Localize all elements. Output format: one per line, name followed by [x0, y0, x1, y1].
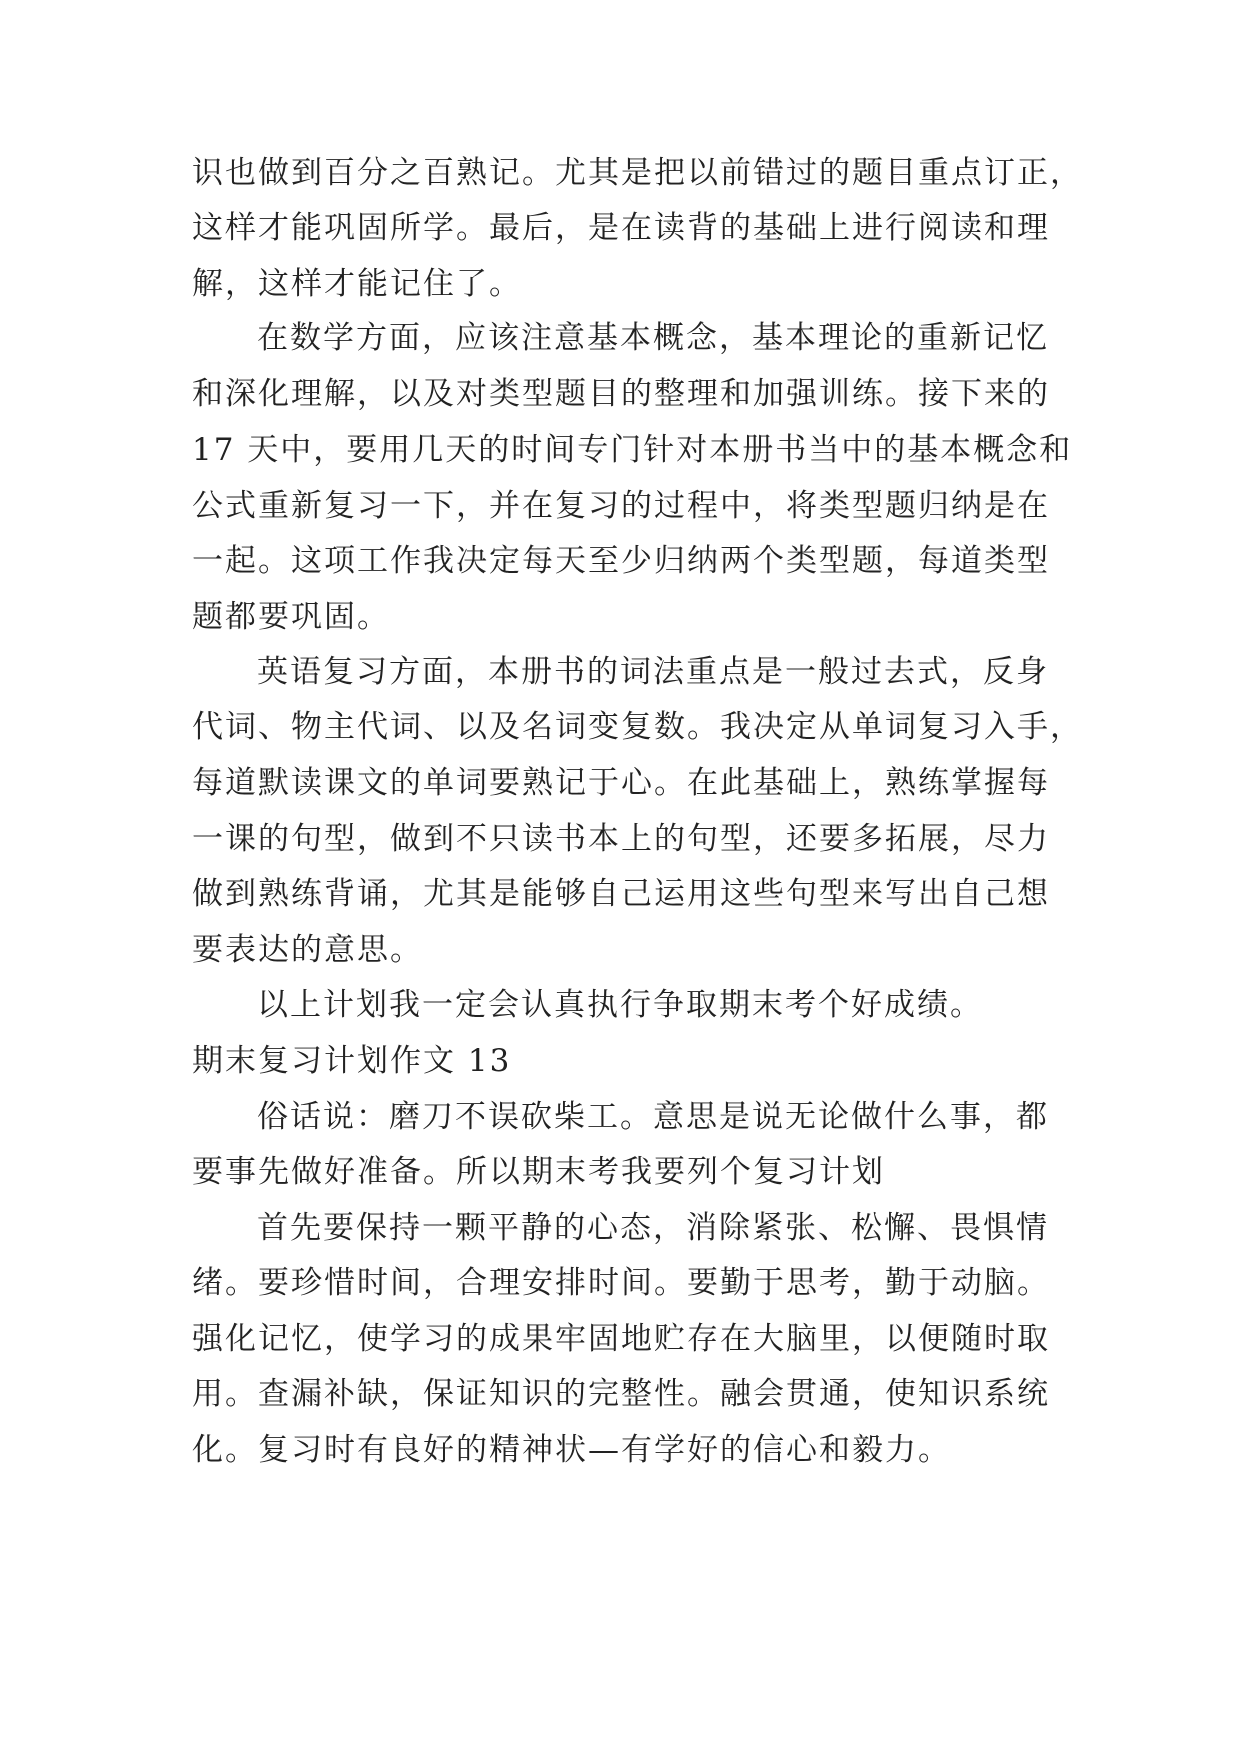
- text-line: 公式重新复习一下，并在复习的过程中，将类型题归纳是在: [192, 488, 1050, 524]
- text-line: 这样才能巩固所学。最后，是在读背的基础上进行阅读和理: [192, 210, 1050, 246]
- paragraph-proverb-start: 俗话说：磨刀不误砍柴工。意思是说无论做什么事，都: [257, 1099, 1049, 1135]
- text-line: 强化记忆，使学习的成果牢固地贮存在大脑里，以便随时取: [192, 1321, 1050, 1357]
- section-heading: 期末复习计划作文 13: [192, 1043, 512, 1079]
- text-line: 解，这样才能记住了。: [192, 266, 522, 302]
- text-line: 和深化理解，以及对类型题目的整理和加强训练。接下来的: [192, 376, 1050, 412]
- text-line: 化。复习时有良好的精神状—有学好的信心和毅力。: [192, 1432, 951, 1468]
- text-line: 题都要巩固。: [192, 599, 390, 635]
- text-line: 17 天中，要用几天的时间专门针对本册书当中的基本概念和: [192, 432, 1073, 468]
- paragraph-conclusion: 以上计划我一定会认真执行争取期末考个好成绩。: [257, 987, 983, 1023]
- text-line: 一课的句型，做到不只读书本上的句型，还要多拓展，尽力: [192, 821, 1050, 857]
- text-line: 一起。这项工作我决定每天至少归纳两个类型题，每道类型: [192, 543, 1050, 579]
- text-line: 用。查漏补缺，保证知识的完整性。融会贯通，使知识系统: [192, 1376, 1050, 1412]
- paragraph-math-start: 在数学方面，应该注意基本概念，基本理论的重新记忆: [257, 320, 1049, 356]
- text-line: 绪。要珍惜时间，合理安排时间。要勤于思考，勤于动脑。: [192, 1265, 1050, 1301]
- paragraph-mindset-start: 首先要保持一颗平静的心态，消除紧张、松懈、畏惧情: [257, 1210, 1049, 1246]
- text-line: 要事先做好准备。所以期末考我要列个复习计划: [192, 1154, 885, 1190]
- text-line: 每道默读课文的单词要熟记于心。在此基础上，熟练掌握每: [192, 765, 1050, 801]
- paragraph-english-start: 英语复习方面，本册书的词法重点是一般过去式，反身: [257, 654, 1049, 690]
- text-line: 要表达的意思。: [192, 932, 423, 968]
- text-line: 代词、物主代词、以及名词变复数。我决定从单词复习入手，: [192, 709, 1083, 745]
- text-line: 做到熟练背诵，尤其是能够自己运用这些句型来写出自己想: [192, 876, 1050, 912]
- text-line: 识也做到百分之百熟记。尤其是把以前错过的题目重点订正，: [192, 155, 1083, 191]
